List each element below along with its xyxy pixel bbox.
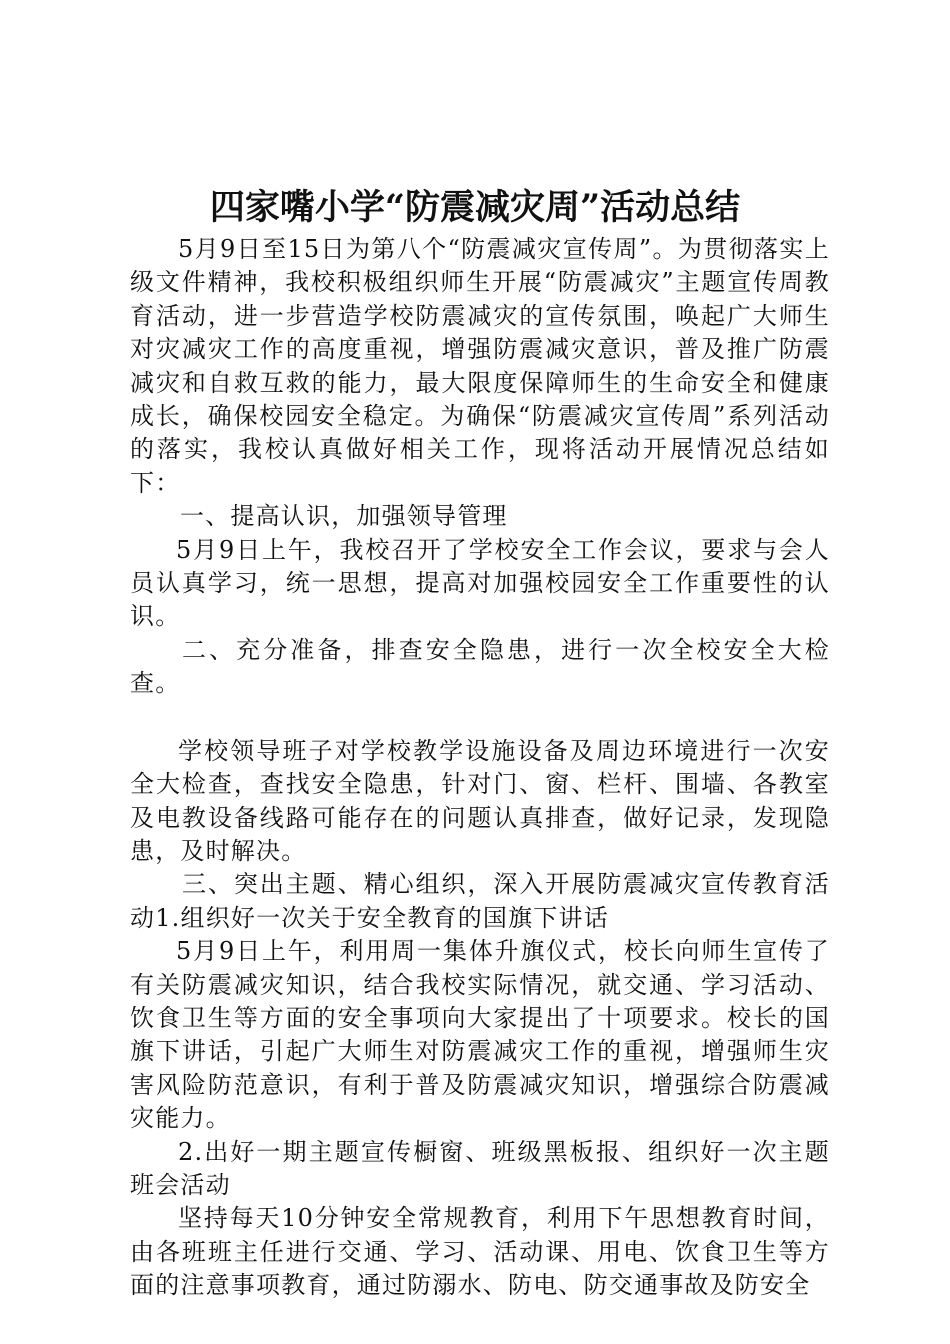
paragraph-meeting: 5月9日上午，我校召开了学校安全工作会议，要求与会人员认真学习，统一思想，提高对加强校园安全工作重要性的认识。 <box>130 535 830 631</box>
document-title: 四家嘴小学“防震减灾周”活动总结 <box>209 187 741 228</box>
paragraph-intro: 5月9日至15日为第八个“防震减灾宣传周”。为贯彻落实上级文件精神，我校积极组织师生开展“防震减灾”主题宣传周教育活动，进一步营造学校防震减灾的宣传氛围，唤起广大师生对灾减灾工作的高度重视，增强防震减灾意识，普及推广防震减灾和自救互救的能力，最大限度保障师生的生命安全和健康成长，确保校园安全稳定。为确保“防震减灾宣传周”系列活动的落实，我校认真做好相关工作，现将活动开展情况总结如下： <box>130 235 830 497</box>
paragraph-daily-education: 坚持每天10分钟安全常规教育，利用下午思想教育时间，由各班班主任进行交通、学习、活动课、用电、饮食卫生等方面的注意事项教育，通过防溺水、防电、防交通事故及防安全 <box>130 1204 830 1300</box>
document-body <box>130 233 830 1303</box>
section-heading-2: 二、充分准备，排查安全隐患，进行一次全校安全大检查。 <box>130 635 830 698</box>
blank-line <box>130 701 830 735</box>
paragraph-inspection: 学校领导班子对学校教学设施设备及周边环境进行一次安全大检查，查找安全隐患，针对门、窗、栏杆、围墙、各教室及电教设备线路可能存在的问题认真排查，做好记录，发现隐患，及时解决。 <box>130 736 830 865</box>
section-heading-1: 一、提高认识，加强领导管理 <box>180 502 508 531</box>
section-heading-3: 三、突出主题、精心组织，深入开展防震减灾宣传教育活动1.组织好一次关于安全教育的国旗下讲话 <box>130 870 830 932</box>
subsection-heading-2: 2.出好一期主题宣传橱窗、班级黑板报、组织好一次主题班会活动 <box>130 1137 830 1199</box>
paragraph-flag-speech: 5月9日上午，利用周一集体升旗仪式，校长向师生宣传了有关防震减灾知识，结合我校实际情况，就交通、学习活动、饮食卫生等方面的安全事项向大家提出了十项要求。校长的国旗下讲话，引起广大师生对防震减灾工作的重视，增强师生灾害风险防范意识，有利于普及防震减灾知识，增强综合防震减灾能力。 <box>130 937 830 1133</box>
